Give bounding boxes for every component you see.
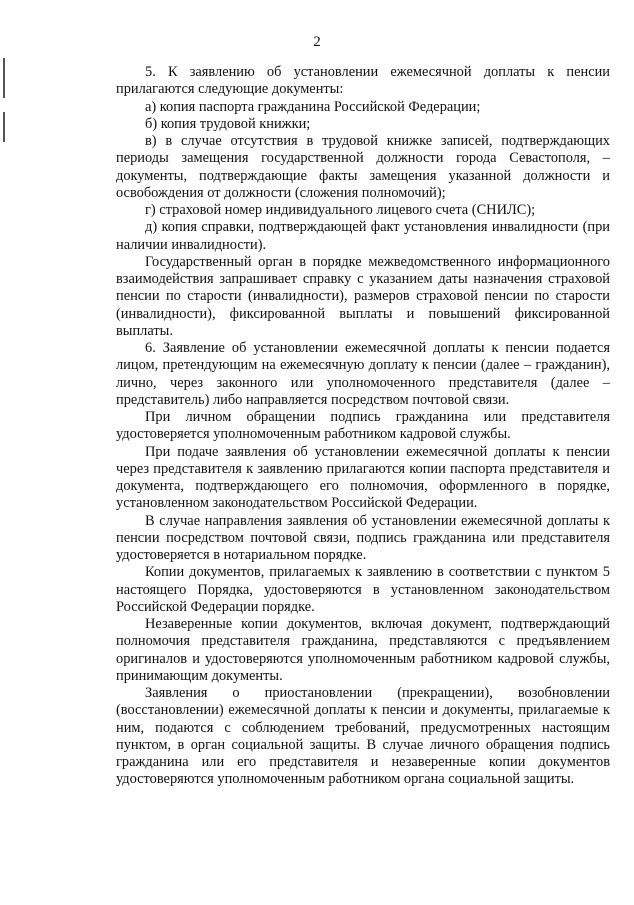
paragraph-suspension-applications: Заявления о приостановлении (прекращении), возобновлении (восстановлении) ежемесячной доплаты к пенсии и документы, прилагаемые к ним, подаются с соблюдением требований, предусмотренных настоящим пунктом, в орган социальной защиты. В случае личного обращения подпись гражданина или его представителя и незаверенные копии документов удостоверяются уполномоченным работником органа социальной защиты. [116,685,610,788]
paragraph-postal: В случае направления заявления об установлении ежемесячной доплаты к пенсии посредством почтовой связи, подпись гражданина или представителя удостоверяется в нотариальном порядке. [116,512,610,563]
scan-edge-mark [3,112,5,142]
list-item-v: в) в случае отсутствия в трудовой книжке записей, подтверждающих периоды замещения государственной должности города Севастополя, – документы, подтверждающие факты замещения указанной должности и освобождения от должности (сложения полномочий); [116,133,610,201]
list-item-a: а) копия паспорта гражданина Российской Федерации; [145,98,481,115]
paragraph-6-intro: 6. Заявление об установлении ежемесячной доплаты к пенсии подается лицом, претендующим на ежемесячную доплату к пенсии (далее – гражданин), лично, через законного или уполномоченного представителя (далее – представитель) либо направляется посредством почтовой связи. [116,340,610,408]
list-item-g: г) страховой номер индивидуального лицевого счета (СНИЛС); [145,202,536,218]
paragraph-representative: При подаче заявления об установлении ежемесячной доплаты к пенсии через представителя к заявлению прилагаются копии паспорта представителя и документа, подтверждающего его полномочия, оформленного в порядке, установленном законодательством Российской Федерации. [116,443,610,512]
page-number: 2 [313,34,321,50]
document-body [116,64,610,789]
paragraph-5-intro: 5. К заявлению об установлении ежемесячной доплаты к пенсии прилагаются следующие документы: [116,64,610,98]
paragraph-uncertified-copies: Незаверенные копии документов, включая документ, подтверждающий полномочия представителя гражданина, представляются с предъявлением оригиналов и удостоверяются уполномоченным работником кадровой службы, принимающим документы. [116,616,610,684]
list-item-d: д) копия справки, подтверждающей факт установления инвалидности (при наличии инвалидности). [116,219,610,253]
list-item-b: б) копия трудовой книжки; [145,115,311,132]
paragraph-interagency-request: Государственный орган в порядке межведомственного информационного взаимодействия запрашивает справку с указанием даты назначения страховой пенсии по старости (инвалидности), размеров страховой пенсии по старости (инвалидности), фиксированной выплаты и повышений фиксированной выплаты. [116,253,610,339]
paragraph-personal-signature: При личном обращении подпись гражданина или представителя удостоверяется уполномоченным работником кадровой службы. [116,409,610,443]
paragraph-copies-certification: Копии документов, прилагаемых к заявлению в соответствии с пунктом 5 настоящего Порядка, удостоверяются в установленном законодательством Российской Федерации порядке. [116,564,610,615]
scan-edge-mark [3,58,5,98]
